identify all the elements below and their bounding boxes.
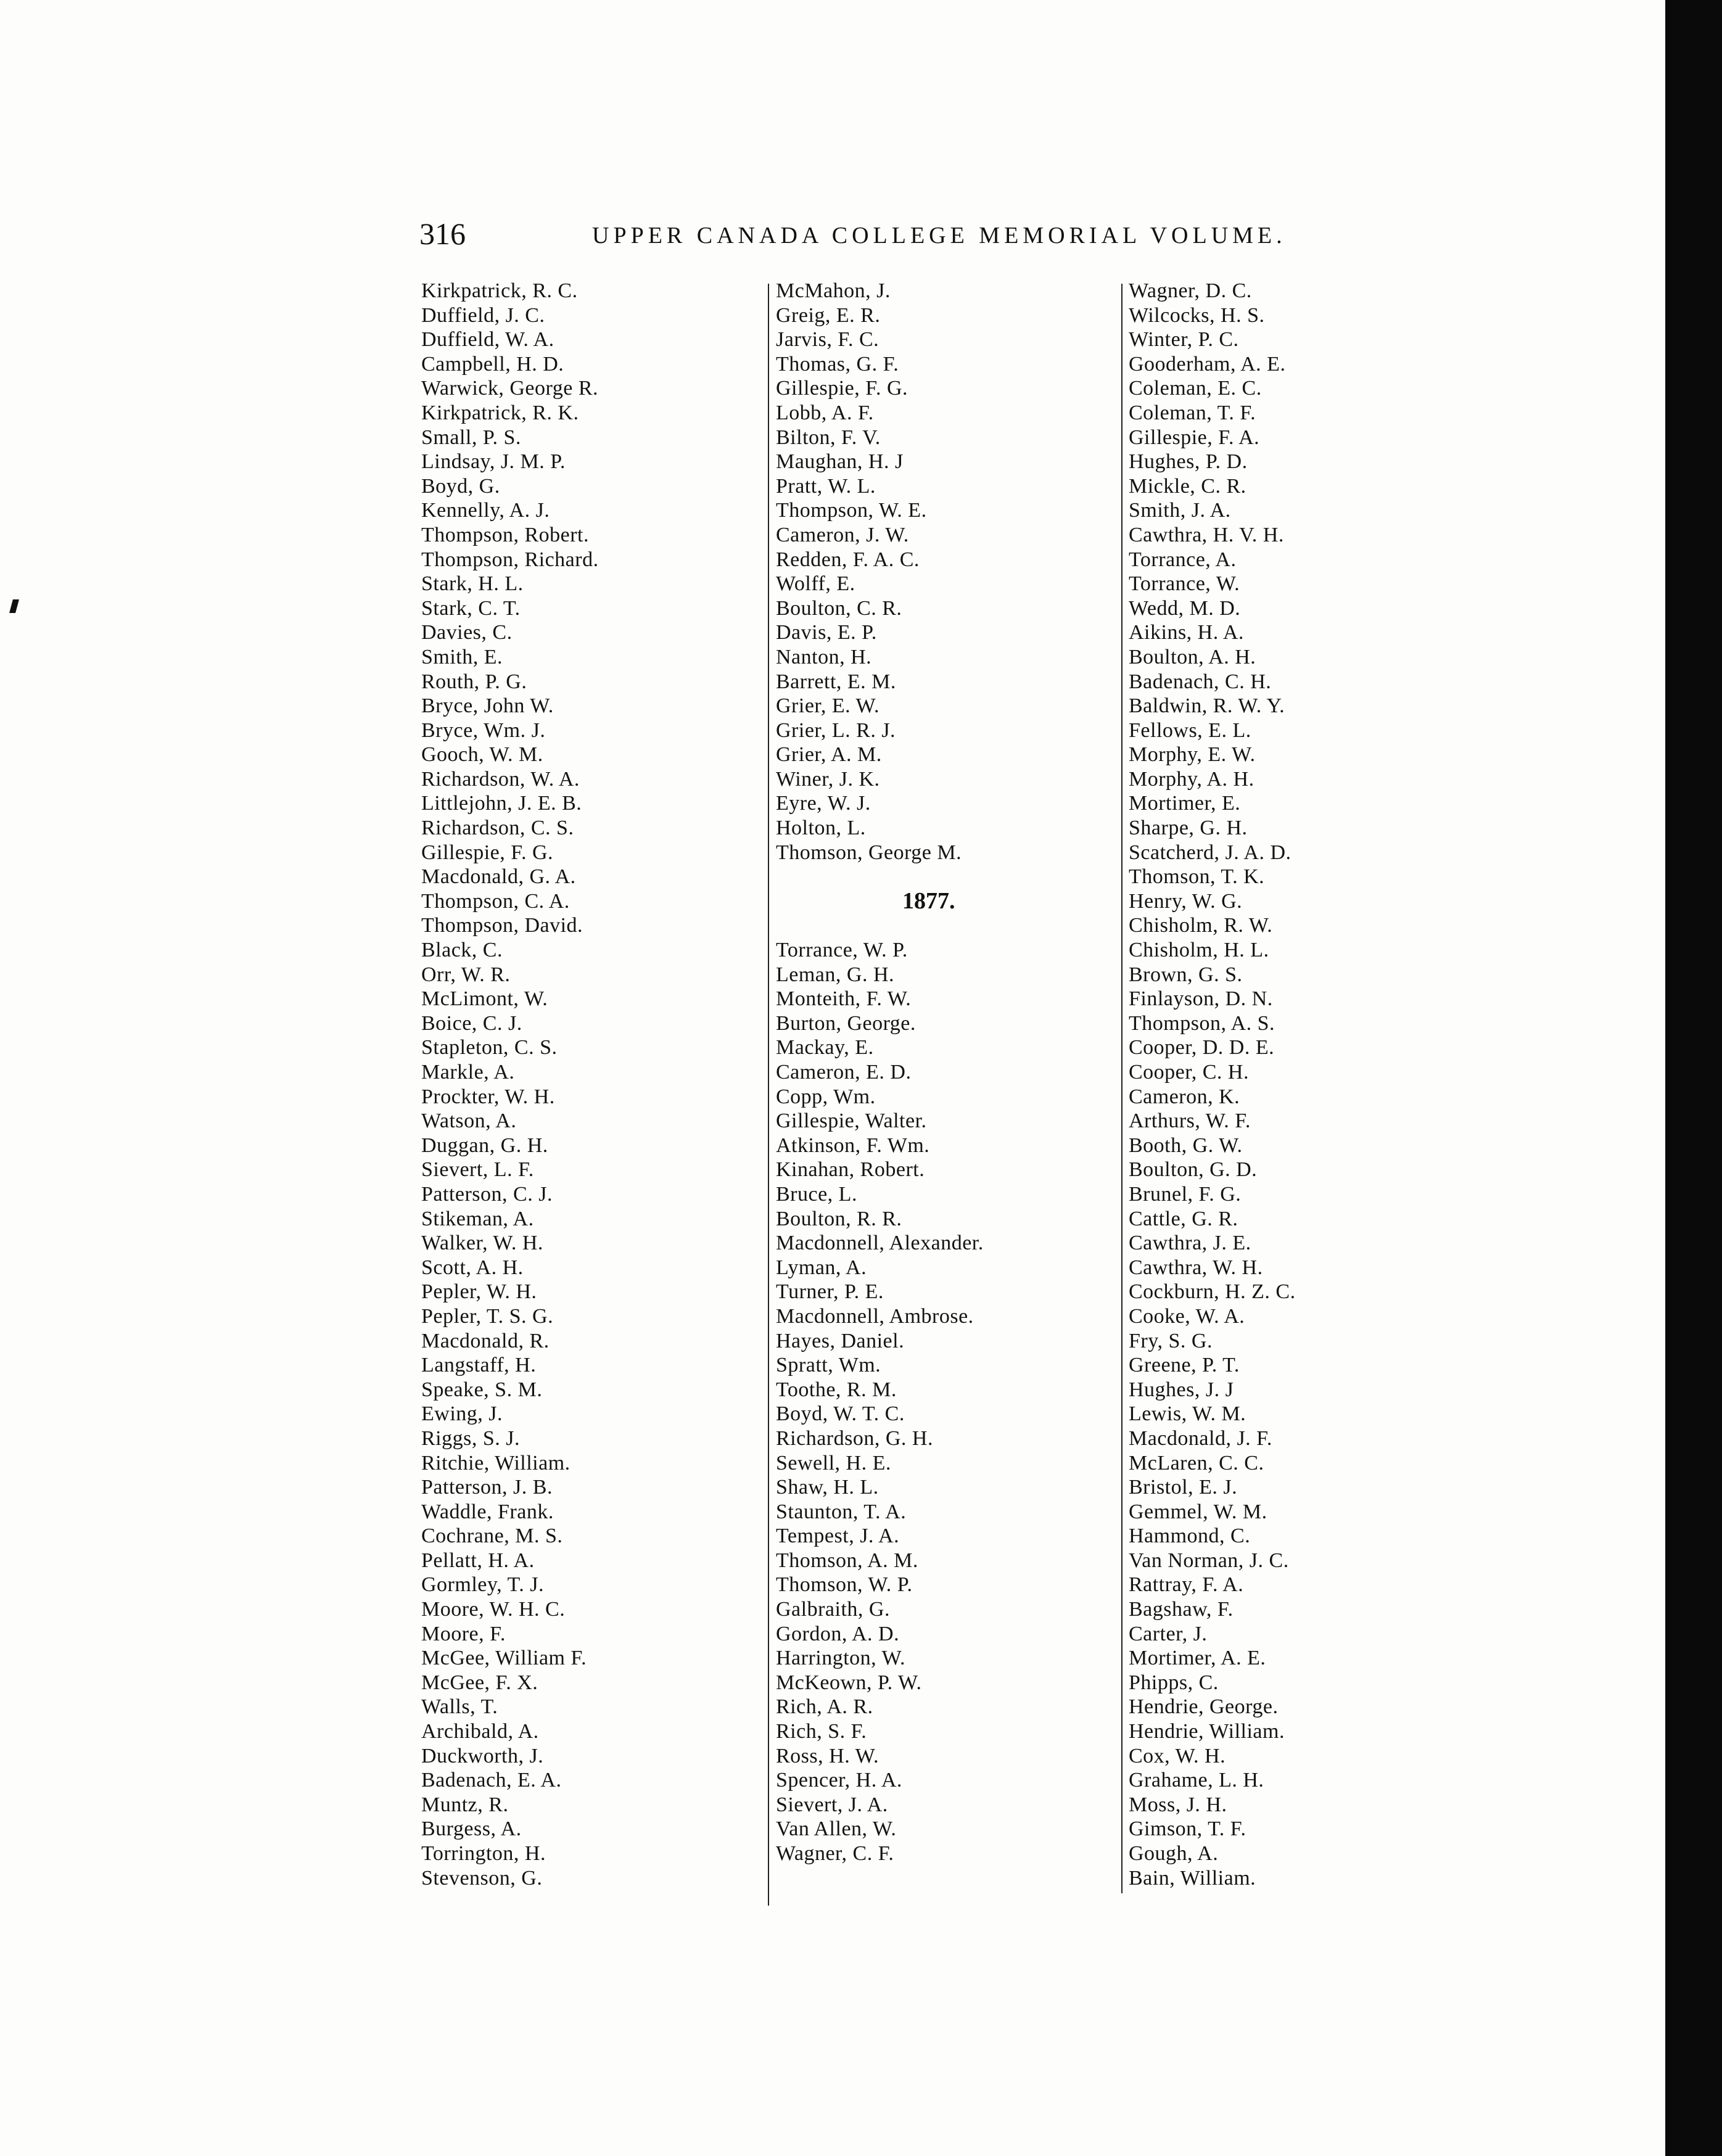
name-entry: Ross, H. W. [776, 1744, 880, 1767]
name-entry: Torrance, W. P. [776, 939, 908, 962]
name-entry: Kirkpatrick, R. C. [421, 279, 578, 302]
name-entry: Cawthra, H. V. H. [1129, 523, 1284, 546]
name-column-1 [421, 279, 599, 1890]
name-entry: Rich, S. F. [776, 1720, 867, 1743]
name-entry: Duffield, J. C. [421, 303, 545, 327]
name-entry: Redden, F. A. C. [776, 548, 920, 571]
name-entry: Mortimer, E. [1129, 792, 1241, 815]
name-entry: Torrington, H. [421, 1842, 546, 1865]
name-entry: Thompson, C. A. [421, 889, 570, 913]
name-entry: Gormley, T. J. [421, 1573, 545, 1597]
name-entry: Cawthra, J. E. [1129, 1232, 1251, 1255]
name-entry: Stevenson, G. [421, 1866, 543, 1890]
name-entry: Wagner, C. F. [776, 1842, 894, 1866]
name-entry: Smith, J. A. [1129, 499, 1231, 522]
name-entry: Markle, A. [421, 1061, 515, 1084]
name-entry: Thompson, W. E. [776, 499, 927, 522]
name-entry: Torrance, A. [1129, 548, 1237, 571]
name-entry: Davis, E. P. [776, 621, 877, 644]
name-entry: Winer, J. K. [776, 767, 880, 791]
name-entry: Morphy, E. W. [1129, 743, 1256, 767]
name-entry: Lyman, A. [776, 1256, 867, 1279]
name-entry: Gillespie, F. G. [421, 841, 553, 864]
name-entry: Holton, L. [776, 817, 866, 840]
name-entry: Cooke, W. A. [1129, 1304, 1245, 1328]
name-entry: Grier, L. R. J. [776, 718, 896, 742]
name-entry: Warwick, George R. [421, 377, 598, 400]
name-entry: Wagner, D. C. [1129, 279, 1252, 302]
name-entry: Langstaff, H. [421, 1354, 537, 1377]
name-entry: Hendrie, George. [1129, 1695, 1279, 1719]
name-entry: McGee, William F. [421, 1647, 587, 1670]
name-entry: Maughan, H. J [776, 450, 904, 474]
name-entry: Thompson, Robert. [421, 523, 589, 546]
name-entry: Hughes, P. D. [1129, 450, 1248, 474]
name-entry: Wedd, M. D. [1129, 596, 1241, 620]
name-entry: Stikeman, A. [421, 1207, 534, 1230]
name-entry: Bain, William. [1129, 1866, 1256, 1890]
name-entry: Bryce, John W. [421, 694, 554, 718]
name-entry: Carter, J. [1129, 1622, 1208, 1645]
name-entry: Prockter, W. H. [421, 1085, 555, 1108]
name-entry: Boulton, G. D. [1129, 1158, 1258, 1182]
name-entry: Badenach, E. A. [421, 1769, 562, 1792]
name-entry: Gimson, T. F. [1129, 1817, 1246, 1841]
name-entry: Chisholm, R. W. [1129, 914, 1273, 937]
name-entry: Stark, H. L. [421, 572, 524, 596]
name-entry: Fellows, E. L. [1129, 718, 1251, 742]
name-entry: Sievert, J. A. [776, 1793, 888, 1816]
name-entry: Jarvis, F. C. [776, 328, 880, 352]
page-number: 316 [419, 216, 466, 251]
name-entry: Macdonnell, Ambrose. [776, 1304, 974, 1328]
name-entry: Bagshaw, F. [1129, 1598, 1234, 1621]
name-entry: Eyre, W. J. [776, 792, 871, 815]
name-entry: Davies, C. [421, 621, 513, 644]
name-entry: Mickle, C. R. [1129, 474, 1246, 498]
name-entry: Patterson, C. J. [421, 1182, 553, 1206]
name-entry: Gemmel, W. M. [1129, 1500, 1267, 1523]
name-entry: Macdonald, G. A. [421, 865, 576, 889]
name-entry: Monteith, F. W. [776, 987, 912, 1011]
name-entry: McMahon, J. [776, 279, 891, 302]
name-entry: Richardson, W. A. [421, 767, 580, 791]
name-entry: Sewell, H. E. [776, 1451, 891, 1475]
name-entry: Waddle, Frank. [421, 1500, 554, 1523]
name-entry: Gough, A. [1129, 1842, 1219, 1865]
name-entry: Thomson, W. P. [776, 1573, 913, 1597]
column-rule-right [1121, 284, 1123, 1893]
name-entry: Leman, G. H. [776, 963, 895, 986]
name-entry: Gillespie, F. A. [1129, 426, 1260, 449]
name-entry: Cameron, K. [1129, 1085, 1240, 1108]
name-entry: Coleman, T. F. [1129, 401, 1256, 424]
name-entry: Routh, P. G. [421, 670, 527, 693]
name-column-2 [776, 279, 984, 1866]
name-entry: Pratt, W. L. [776, 474, 876, 498]
name-entry: Macdonald, J. F. [1129, 1426, 1272, 1450]
name-entry: Patterson, J. B. [421, 1476, 553, 1499]
name-entry: Aikins, H. A. [1129, 621, 1244, 644]
name-entry: Campbell, H. D. [421, 352, 564, 376]
name-entry: Hughes, J. J [1129, 1378, 1234, 1401]
name-entry: Burton, George. [776, 1011, 916, 1035]
name-entry: Cochrane, M. S. [421, 1524, 563, 1548]
name-entry: Rattray, F. A. [1129, 1573, 1244, 1597]
name-entry: Archibald, A. [421, 1720, 539, 1743]
name-entry: Grahame, L. H. [1129, 1769, 1264, 1792]
name-entry: Bryce, Wm. J. [421, 718, 546, 742]
name-entry: Walker, W. H. [421, 1232, 543, 1255]
names-after-heading [776, 938, 984, 1866]
column-rule-left [768, 284, 769, 1906]
name-entry: Ewing, J. [421, 1402, 503, 1426]
name-entry: Tempest, J. A. [776, 1524, 900, 1548]
name-entry: Harrington, W. [776, 1647, 906, 1670]
name-entry: Moss, J. H. [1129, 1793, 1227, 1816]
name-entry: Burgess, A. [421, 1817, 522, 1841]
name-entry: Pellatt, H. A. [421, 1549, 535, 1572]
name-entry: Cattle, G. R. [1129, 1207, 1238, 1230]
name-entry: Scatcherd, J. A. D. [1129, 841, 1292, 864]
name-entry: Torrance, W. [1129, 572, 1240, 596]
name-entry: Phipps, C. [1129, 1671, 1219, 1694]
name-entry: Small, P. S. [421, 426, 521, 449]
name-entry: Galbraith, G. [776, 1598, 890, 1621]
name-entry: Turner, P. E. [776, 1280, 884, 1304]
name-entry: Chisholm, H. L. [1129, 939, 1269, 962]
name-entry: Walls, T. [421, 1695, 498, 1719]
name-entry: Toothe, R. M. [776, 1378, 897, 1401]
name-entry: Spencer, H. A. [776, 1769, 902, 1792]
name-entry: Sievert, L. F. [421, 1158, 534, 1182]
name-entry: Grier, A. M. [776, 743, 882, 767]
name-entry: Shaw, H. L. [776, 1476, 879, 1499]
name-entry: Baldwin, R. W. Y. [1129, 694, 1285, 718]
name-entry: Lewis, W. M. [1129, 1402, 1246, 1426]
page-header [419, 216, 1308, 253]
name-entry: Wolff, E. [776, 572, 855, 596]
name-entry: Lobb, A. F. [776, 401, 874, 424]
name-entry: Atkinson, F. Wm. [776, 1134, 930, 1157]
name-entry: Cawthra, W. H. [1129, 1256, 1263, 1279]
name-entry: Spratt, Wm. [776, 1354, 881, 1377]
name-entry: Staunton, T. A. [776, 1500, 907, 1523]
name-entry: McLaren, C. C. [1129, 1451, 1264, 1475]
name-entry: Pepler, T. S. G. [421, 1304, 554, 1328]
name-column-3 [1129, 279, 1296, 1890]
name-entry: Moore, W. H. C. [421, 1598, 566, 1621]
year-heading: 1877. [902, 888, 955, 915]
name-entry: Greene, P. T. [1129, 1354, 1240, 1377]
name-entry: Bristol, E. J. [1129, 1476, 1238, 1499]
name-entry: Cox, W. H. [1129, 1744, 1226, 1767]
name-entry: Kinahan, Robert. [776, 1158, 925, 1182]
name-entry: Macdonnell, Alexander. [776, 1232, 984, 1255]
name-entry: Muntz, R. [421, 1793, 509, 1816]
name-entry: Kennelly, A. J. [421, 499, 550, 522]
name-entry: Brown, G. S. [1129, 963, 1243, 986]
name-entry: Barrett, E. M. [776, 670, 896, 693]
name-entry: Van Allen, W. [776, 1817, 897, 1841]
name-entry: Stark, C. T. [421, 596, 521, 620]
name-entry: Copp, Wm. [776, 1085, 876, 1108]
name-entry: Finlayson, D. N. [1129, 987, 1273, 1011]
name-entry: Gordon, A. D. [776, 1622, 900, 1645]
name-entry: Riggs, S. J. [421, 1426, 520, 1450]
name-entry: Boulton, R. R. [776, 1207, 902, 1230]
name-entry: Boulton, A. H. [1129, 645, 1256, 669]
name-entry: Lindsay, J. M. P. [421, 450, 566, 474]
name-entry: Mortimer, A. E. [1129, 1647, 1266, 1670]
name-entry: Nanton, H. [776, 645, 872, 669]
name-entry: Hayes, Daniel. [776, 1329, 905, 1352]
name-entry: Boyd, G. [421, 474, 500, 498]
name-entry: Cameron, J. W. [776, 523, 909, 546]
name-entry: Coleman, E. C. [1129, 377, 1262, 400]
name-entry: Badenach, C. H. [1129, 670, 1272, 693]
name-entry: Moore, F. [421, 1622, 506, 1645]
name-entry: Greig, E. R. [776, 303, 881, 327]
name-entry: Booth, G. W. [1129, 1134, 1243, 1157]
name-entry: Thompson, Richard. [421, 548, 599, 571]
name-entry: Bruce, L. [776, 1182, 857, 1206]
name-entry: Boulton, C. R. [776, 596, 902, 620]
name-entry: Watson, A. [421, 1109, 517, 1133]
name-entry: Cameron, E. D. [776, 1061, 912, 1084]
name-entry: Duggan, G. H. [421, 1134, 548, 1157]
name-entry: Littlejohn, J. E. B. [421, 792, 582, 815]
name-entry: McKeown, P. W. [776, 1671, 922, 1694]
name-entry: Boice, C. J. [421, 1011, 522, 1035]
name-entry: Black, C. [421, 939, 503, 962]
name-entry: Hendrie, William. [1129, 1720, 1285, 1743]
name-entry: McLimont, W. [421, 987, 548, 1011]
name-entry: Wilcocks, H. S. [1129, 303, 1265, 327]
name-entry: Thomson, T. K. [1129, 865, 1265, 889]
name-entry: Boyd, W. T. C. [776, 1402, 905, 1426]
name-entry: Hammond, C. [1129, 1524, 1251, 1548]
running-title: UPPER CANADA COLLEGE MEMORIAL VOLUME. [592, 223, 1287, 249]
name-entry: McGee, F. X. [421, 1671, 538, 1694]
name-entry: Gillespie, F. G. [776, 377, 908, 400]
name-entry: Kirkpatrick, R. K. [421, 401, 579, 424]
name-entry: Speake, S. M. [421, 1378, 543, 1401]
scan-dark-edge [1665, 0, 1722, 2156]
name-entry: Pepler, W. H. [421, 1280, 537, 1304]
name-entry: Richardson, G. H. [776, 1426, 933, 1450]
name-entry: Duffield, W. A. [421, 328, 554, 352]
name-entry: Thomson, George M. [776, 841, 962, 864]
name-entry: Richardson, C. S. [421, 817, 574, 840]
name-entry: Winter, P. C. [1129, 328, 1239, 352]
name-entry: Thompson, A. S. [1129, 1011, 1275, 1035]
name-entry: Brunel, F. G. [1129, 1182, 1242, 1206]
name-entry: Henry, W. G. [1129, 889, 1243, 913]
name-entry: Duckworth, J. [421, 1744, 544, 1767]
names-before-heading [776, 279, 984, 865]
name-entry: Orr, W. R. [421, 963, 511, 986]
scan-speck [9, 599, 19, 613]
name-entry: Sharpe, G. H. [1129, 817, 1248, 840]
name-entry: Gooch, W. M. [421, 743, 543, 767]
name-entry: Rich, A. R. [776, 1695, 873, 1719]
name-entry: Arthurs, W. F. [1129, 1109, 1251, 1133]
name-entry: Stapleton, C. S. [421, 1036, 558, 1059]
name-entry: Bilton, F. V. [776, 426, 881, 449]
name-entry: Grier, E. W. [776, 694, 880, 718]
name-entry: Gooderham, A. E. [1129, 352, 1286, 376]
name-entry: Cooper, C. H. [1129, 1061, 1249, 1084]
name-entry: Morphy, A. H. [1129, 767, 1254, 791]
name-entry: Thomson, A. M. [776, 1549, 918, 1572]
name-entry: Thomas, G. F. [776, 352, 899, 376]
name-entry: Cooper, D. D. E. [1129, 1036, 1275, 1059]
name-entry: Van Norman, J. C. [1129, 1549, 1289, 1572]
name-entry: Gillespie, Walter. [776, 1109, 927, 1133]
name-entry: Ritchie, William. [421, 1451, 571, 1475]
name-entry: Smith, E. [421, 645, 503, 669]
name-entry: Cockburn, H. Z. C. [1129, 1280, 1296, 1304]
name-entry: Scott, A. H. [421, 1256, 524, 1279]
name-entry: Thompson, David. [421, 914, 583, 937]
name-entry: Macdonald, R. [421, 1329, 550, 1352]
name-entry: Mackay, E. [776, 1036, 874, 1059]
name-entry: Fry, S. G. [1129, 1329, 1213, 1352]
